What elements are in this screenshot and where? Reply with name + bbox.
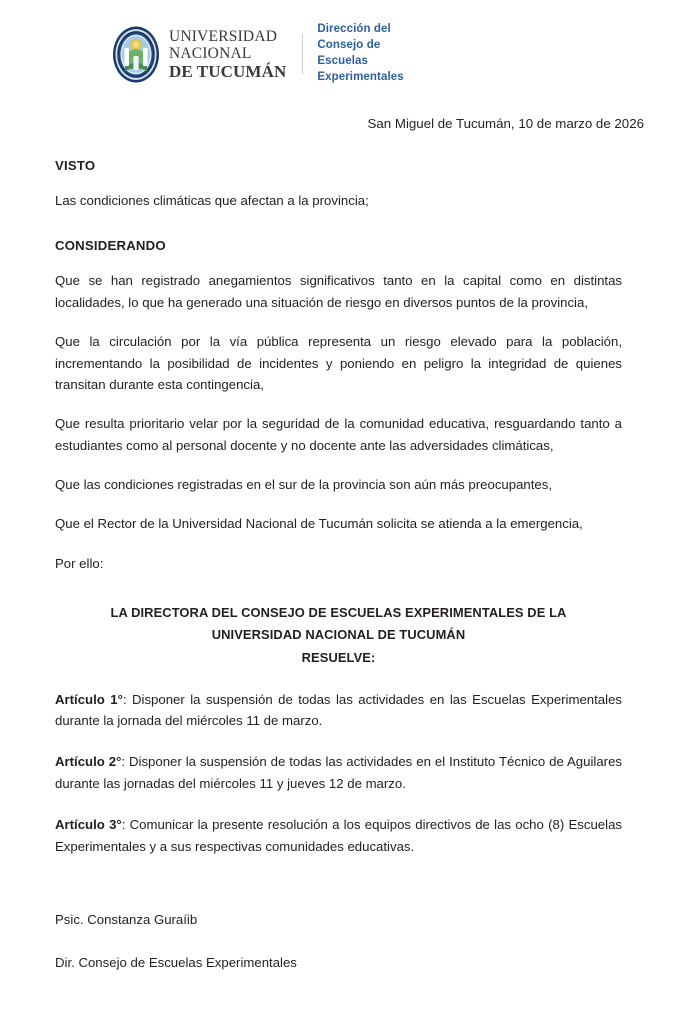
department-name <box>317 22 403 85</box>
considerando-paragraph-3: Que resulta prioritario velar por la seguridad de la comunidad educativa, resguardando tanto a estudiantes como al personal docente y no docente ante las adversidades climáticas, <box>55 416 622 453</box>
visto-text: Las condiciones climáticas que afectan a la provincia; <box>55 193 369 208</box>
signature-title: Dir. Consejo de Escuelas Experimentales <box>55 955 297 971</box>
resolve-block <box>55 602 622 669</box>
dateline: San Miguel de Tucumán, 10 de marzo de 2026 <box>367 116 644 131</box>
por-ello-text: Por ello: <box>55 555 104 571</box>
resolve-line-3: RESUELVE: <box>301 649 376 665</box>
resolve-line-1: LA DIRECTORA DEL CONSEJO DE ESCUELAS EXPERIMENTALES DE LA <box>110 605 567 621</box>
considerando-heading: CONSIDERANDO <box>55 238 166 254</box>
signature-block <box>55 909 622 973</box>
articulo-2-label: Artículo 2° <box>55 754 122 770</box>
department-line-4: Experimentales <box>317 70 404 83</box>
resolve-line-2: UNIVERSIDAD NACIONAL DE TUCUMÁN <box>211 627 466 643</box>
university-line-3: DE TUCUMÁN <box>169 62 287 82</box>
university-line-1: UNIVERSIDAD <box>169 27 278 45</box>
articulo-3-text: : Comunicar la presente resolución a los equipos directivos de las ocho (8) Escuelas Experimentales y a sus respectivas comunidades educativas. <box>55 817 622 854</box>
articulo-3 <box>55 814 622 857</box>
articulo-2-text: : Disponer la suspensión de todas las actividades en el Instituto Técnico de Aguilares durante las jornadas del miércoles 11 y jueves 12 de marzo. <box>55 754 622 791</box>
articulo-1-label: Artículo 1° <box>55 691 123 707</box>
department-line-3: Escuelas <box>317 55 368 67</box>
articulo-1 <box>55 689 622 732</box>
letterhead <box>0 0 700 83</box>
articulo-3-label: Artículo 3° <box>55 817 122 833</box>
document-body <box>0 116 700 973</box>
articulo-1-text: : Disponer la suspensión de todas las actividades en las Escuelas Experimentales durante la jornada del miércoles 11 de marzo. <box>55 691 622 729</box>
department-line-1: Dirección del <box>317 23 391 36</box>
signature-name: Psic. Constanza Guraíib <box>55 911 198 927</box>
university-line-2: NACIONAL <box>169 44 252 62</box>
visto-heading: VISTO <box>55 158 96 173</box>
considerando-paragraph-2: Que la circulación por la vía pública representa un riesgo elevado para la población, incrementando la posibilidad de incidentes y poniendo en peligro la integridad de quienes transitan durante esta contingencia, <box>55 334 622 392</box>
unt-seal-icon <box>112 26 160 83</box>
considerando-paragraph-1: Que se han registrado anegamientos significativos tanto en la capital como en distintas localidades, lo que ha generado una situación de riesgo en diversos puntos de la provincia, <box>55 273 622 310</box>
department-line-2: Consejo de <box>317 39 381 52</box>
university-name <box>169 27 286 82</box>
letterhead-divider <box>302 34 303 74</box>
articulo-2 <box>55 751 622 794</box>
considerando-paragraph-5: Que el Rector de la Universidad Nacional de Tucumán solicita se atienda a la emergencia, <box>55 516 583 532</box>
considerando-paragraph-4: Que las condiciones registradas en el sur de la provincia son aún más preocupantes, <box>55 477 553 492</box>
